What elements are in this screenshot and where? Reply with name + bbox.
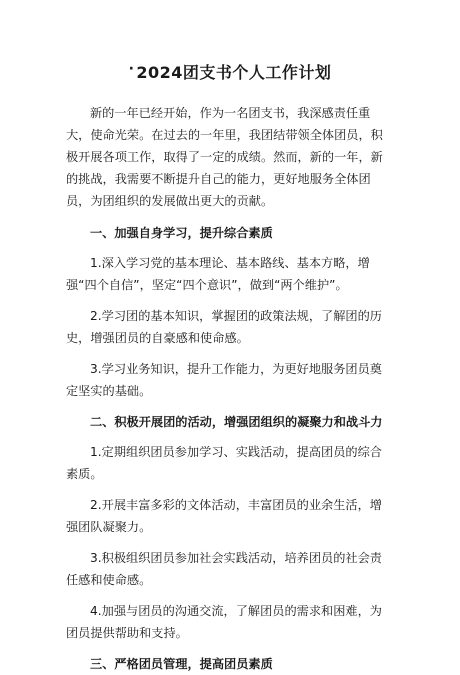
document-title bbox=[66, 62, 394, 84]
section-2-item-2: 2.开展丰富多彩的文体活动，丰富团员的业余生活，增强团队凝聚力。 bbox=[66, 498, 382, 534]
intro-paragraph: 新的一年已经开始，作为一名团支书，我深感责任重大，使命光荣。在过去的一年里，我团结带领全体团员，积极开展各项工作，取得了一定的成绩。然而，新的一年，新的挑战，我需要不断提升自己的能力，更好地服务全体团员，为团组织的发展做出更大的贡献。 bbox=[66, 106, 383, 208]
section-heading-1: 一、加强自身学习，提升综合素质 bbox=[90, 226, 273, 240]
section-heading-3: 三、严格团员管理，提高团员素质 bbox=[90, 657, 273, 671]
section-1-item-3: 3.学习业务知识，提升工作能力，为更好地服务团员奠定坚实的基础。 bbox=[66, 362, 382, 398]
section-heading-2: 二、积极开展团的活动，增强团组织的凝聚力和战斗力 bbox=[90, 415, 383, 429]
section-2-item-1: 1.定期组织团员参加学习、实践活动，提高团员的综合素质。 bbox=[66, 445, 382, 481]
title-mark: · bbox=[128, 61, 135, 77]
section-1-item-2: 2.学习团的基本知识，掌握团的政策法规，了解团的历史，增强团员的自豪感和使命感。 bbox=[66, 309, 382, 345]
section-2-item-3: 3.积极组织团员参加社会实践活动，培养团员的社会责任感和使命感。 bbox=[66, 551, 382, 587]
document-title-text: 2024团支书个人工作计划 bbox=[136, 63, 332, 82]
section-2-item-4: 4.加强与团员的沟通交流，了解团员的需求和困难，为团员提供帮助和支持。 bbox=[66, 604, 382, 640]
section-1-item-1: 1.深入学习党的基本理论、基本路线、基本方略，增强“四个自信”，坚定“四个意识”，做到“两个维护”。 bbox=[66, 256, 370, 292]
